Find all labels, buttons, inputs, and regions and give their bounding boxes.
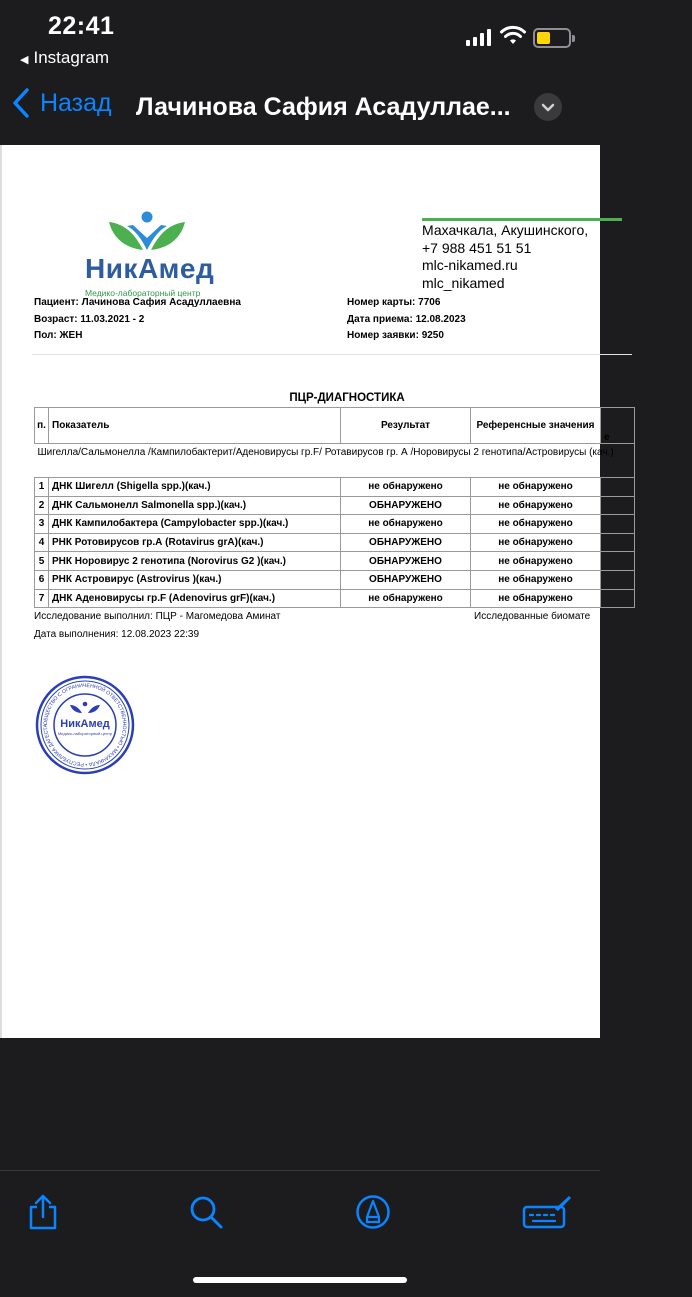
table-row [35,496,635,515]
row-indicator: РНК Ротовирусов гр.А (Rotavirus grA)(кач.) [49,533,341,552]
back-to-app-link[interactable] [20,48,109,68]
back-triangle-icon: ◀ [20,54,29,66]
biomaterial-label: Исследованные биомате [474,611,591,622]
separator [32,354,632,355]
battery-icon [533,28,571,48]
row-number: 7 [35,589,49,608]
document-title: Лачинова Сафия Асадуллае... [136,93,511,121]
row-result: не обнаружено [341,515,471,534]
navigation-bar [0,80,600,142]
header-indicator: Показатель [49,408,341,444]
row-extra [601,589,635,608]
table-row [35,552,635,571]
contact-instagram: mlc_nikamed [422,274,505,291]
row-indicator: РНК Норовирус 2 генотипа (Norovirus G2 )(кач.) [49,552,341,571]
contacts-block [422,222,588,292]
group-label: Шигелла/Сальмонелла /Кампилобактерит/Аденовирусы гр.F/ Ротавирусов гр. А /Норовирусы 2 генотипа/Астровирусы (кач.) [35,444,635,478]
row-indicator: ДНК Сальмонелл Salmonella spp.)(кач.) [49,496,341,515]
row-extra [601,478,635,497]
markup-icon[interactable] [355,1193,391,1231]
clinic-logo [82,210,222,305]
table-row [35,570,635,589]
chevron-down-icon [541,103,555,112]
logo-name: НикАмед [85,253,215,284]
logo-leaves-icon [107,210,187,252]
row-result: ОБНАРУЖЕНО [341,496,471,515]
row-indicator: ДНК Шигелл (Shigella spp.)(кач.) [49,478,341,497]
header-reference: Референсные значения [471,408,601,444]
header-extra: е [601,408,635,444]
back-button[interactable] [12,88,112,118]
document-page [0,145,614,1038]
table-row [35,478,635,497]
row-reference: не обнаружено [471,533,601,552]
row-indicator: ДНК Кампилобактера (Campylobacter spp.)(кач.) [49,515,341,534]
row-result: ОБНАРУЖЕНО [341,552,471,571]
table-row [35,589,635,608]
row-number: 4 [35,533,49,552]
patient-info [34,295,241,345]
row-extra [601,533,635,552]
stamp-subtitle: Медико-лабораторный центр [57,731,113,736]
card-number: Номер карты: 7706 [347,297,441,308]
row-number: 6 [35,570,49,589]
status-bar [0,0,600,80]
header-result: Результат [341,408,471,444]
header-num: п. [35,408,49,444]
contact-website: mlc-nikamed.ru [422,257,518,273]
share-icon[interactable] [27,1193,59,1231]
contact-address: Махачкала, Акушинского, [422,222,589,238]
stamp-ring-text: ОБЩЕСТВО С ОГРАНИЧЕННОЙ ОТВЕТСТВЕННОСТЬЮ • МАХАЧКАЛА • РЕСПУБЛИКА ДАГЕСТА [42,682,128,768]
visit-info [347,295,466,345]
row-result: ОБНАРУЖЕНО [341,570,471,589]
battery-level [537,32,550,44]
group-row [35,444,635,478]
search-icon[interactable] [188,1193,224,1231]
patient-name: Пациент: Лачинова Сафия Асадуллаевна [34,297,241,308]
clinic-stamp [35,675,135,775]
wifi-icon [500,26,526,46]
row-reference: не обнаружено [471,496,601,515]
chevron-left-icon [12,88,30,118]
row-extra [601,515,635,534]
title-menu-button[interactable] [534,93,562,121]
row-number: 1 [35,478,49,497]
contact-phone: +7 988 451 51 51 [422,239,532,256]
row-reference: не обнаружено [471,589,601,608]
back-app-label: Instagram [33,48,110,67]
row-reference: не обнаружено [471,478,601,497]
row-extra [601,570,635,589]
row-number: 2 [35,496,49,515]
table-header [35,408,635,444]
clock: 22:41 [48,12,115,40]
cellular-signal-icon [466,28,491,46]
back-label: Назад [40,88,112,117]
completion-date: Дата выполнения: 12.08.2023 22:39 [34,629,200,640]
request-number: Номер заявки: 9250 [347,330,444,341]
home-indicator[interactable] [193,1277,407,1283]
row-result: не обнаружено [341,478,471,497]
row-extra [601,552,635,571]
row-reference: не обнаружено [471,570,601,589]
logo-subtitle: Медико-лабораторный центр [85,288,201,298]
annotate-keyboard-icon[interactable] [521,1193,573,1231]
row-reference: не обнаружено [471,552,601,571]
row-number: 5 [35,552,49,571]
table-row [35,515,635,534]
row-number: 3 [35,515,49,534]
performed-by: Исследование выполнил: ПЦР - Магомедова Аминат [34,611,281,622]
patient-age: Возраст: 11.03.2021 - 2 [34,313,145,325]
row-extra [601,496,635,515]
patient-sex: Пол: ЖЕН [34,330,83,341]
row-result: ОБНАРУЖЕНО [341,533,471,552]
table-row [35,533,635,552]
visit-date: Дата приема: 12.08.2023 [347,313,466,325]
row-result: не обнаружено [341,589,471,608]
report-title: ПЦР-ДИАГНОСТИКА [289,392,405,404]
row-indicator: РНК Астровирус (Astrovirus )(кач.) [49,570,341,589]
stamp-name: НикАмед [60,718,110,730]
header-divider [422,218,622,221]
row-reference: не обнаружено [471,515,601,534]
results-table [34,407,635,608]
row-indicator: ДНК Аденовирусы гр.F (Adenovirus grF)(кач.) [49,589,341,608]
